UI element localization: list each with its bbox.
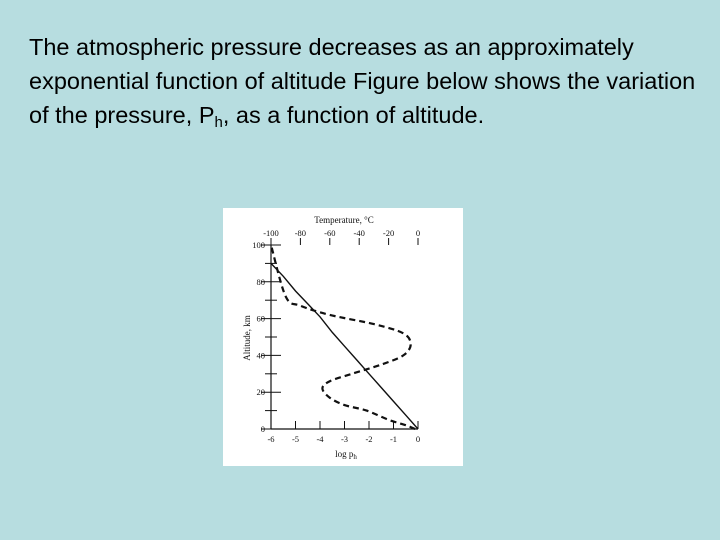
bottom-axis-label-sub: h — [353, 453, 357, 461]
bottom-axis-label — [335, 449, 357, 461]
left-tick-label: 60 — [256, 313, 265, 324]
bottom-tick-label: -4 — [316, 434, 324, 444]
pressure-subscript: h — [214, 114, 223, 131]
bottom-tick-label: -3 — [340, 434, 349, 444]
bottom-tick-label: -2 — [365, 434, 373, 444]
y-axis-label: Altitude, km — [242, 315, 252, 361]
bottom-tick-label: -5 — [291, 434, 300, 444]
bottom-tick-label: -6 — [267, 434, 275, 444]
top-tick-label: -20 — [382, 228, 395, 238]
top-tick-label: -40 — [353, 228, 365, 238]
top-tick-label: 0 — [415, 228, 421, 238]
slide-text-part2: , as a function of altitude. — [222, 102, 485, 128]
left-tick-label: 20 — [256, 387, 265, 398]
bottom-tick-label: 0 — [415, 434, 421, 444]
bottom-tick-label: -1 — [389, 434, 398, 444]
left-tick-label: 40 — [256, 350, 265, 361]
left-tick-label: 0 — [260, 424, 265, 434]
altitude-chart — [223, 208, 463, 466]
altitude-chart-figure — [223, 208, 463, 466]
bottom-axis-label-main: log p — [335, 449, 354, 459]
top-axis-label: Temperature, °C — [314, 215, 374, 225]
slide-body-text — [29, 30, 699, 132]
left-tick-label: 100 — [252, 240, 265, 250]
top-tick-label: -80 — [294, 228, 307, 238]
top-tick-label: -60 — [324, 228, 336, 238]
left-tick-label: 80 — [256, 276, 265, 287]
top-tick-label: -100 — [263, 228, 279, 238]
slide-text-part1: The atmospheric pressure decreases as an approximately exponential function of altitude Figure below shows the variation of the pressure, P — [29, 34, 696, 128]
